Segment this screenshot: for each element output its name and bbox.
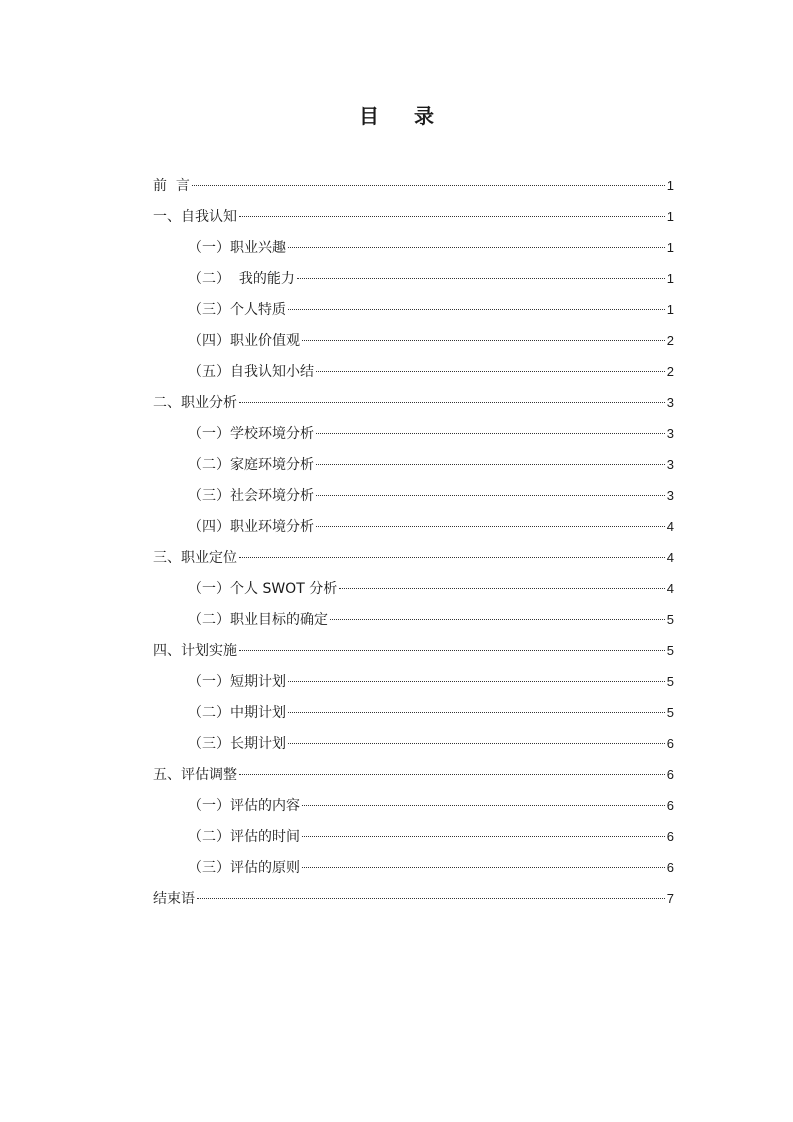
toc-entry-text[interactable]: （一）个人 SWOT 分析 xyxy=(188,581,338,597)
toc-entry-text[interactable]: （四）职业价值观 xyxy=(188,333,300,349)
dot-leader xyxy=(302,867,665,868)
toc-entry-text[interactable]: 三、职业定位 xyxy=(153,550,237,566)
dot-leader xyxy=(239,774,665,775)
toc-entry-career-values[interactable] xyxy=(153,325,674,356)
toc-entry-text[interactable]: 二、职业分析 xyxy=(153,395,237,411)
toc-entry-career-environment[interactable] xyxy=(153,511,674,542)
toc-page-number: 5 xyxy=(666,612,674,627)
toc-entry-conclusion[interactable] xyxy=(153,883,674,914)
toc-entry-evaluation-content[interactable] xyxy=(153,790,674,821)
toc-page-number: 2 xyxy=(666,364,674,379)
dot-leader xyxy=(316,433,665,434)
dot-leader xyxy=(239,402,665,403)
toc-page-number: 1 xyxy=(666,240,674,255)
dot-leader xyxy=(302,340,665,341)
page-title: 目 录 xyxy=(359,104,448,128)
toc-entry-social-environment[interactable] xyxy=(153,480,674,511)
toc-page-number: 3 xyxy=(666,457,674,472)
toc-page-number: 6 xyxy=(666,736,674,751)
toc-entry-self-awareness[interactable] xyxy=(153,201,674,232)
toc-entry-evaluation-principles[interactable] xyxy=(153,852,674,883)
toc-entry-career-goal[interactable] xyxy=(153,604,674,635)
toc-page-number: 1 xyxy=(666,209,674,224)
toc-entry-text[interactable]: （三）评估的原则 xyxy=(188,860,300,876)
dot-leader xyxy=(302,836,665,837)
dot-leader xyxy=(192,185,665,186)
dot-leader xyxy=(239,557,665,558)
dot-leader xyxy=(288,247,665,248)
toc-entry-family-environment[interactable] xyxy=(153,449,674,480)
toc-entry-text[interactable]: 五、评估调整 xyxy=(153,767,237,783)
toc-entry-text[interactable]: （四）职业环境分析 xyxy=(188,519,314,535)
dot-leader xyxy=(339,588,665,589)
toc-entry-text[interactable]: 四、计划实施 xyxy=(153,643,237,659)
dot-leader xyxy=(197,898,665,899)
dot-leader xyxy=(316,464,665,465)
dot-leader xyxy=(288,309,665,310)
toc-entry-text[interactable]: （二）职业目标的确定 xyxy=(188,612,328,628)
table-of-contents xyxy=(153,170,674,914)
dot-leader xyxy=(316,526,665,527)
dot-leader xyxy=(288,743,665,744)
toc-entry-text[interactable]: 前 言 xyxy=(153,178,190,194)
dot-leader xyxy=(302,805,665,806)
dot-leader xyxy=(288,681,665,682)
toc-entry-short-term-plan[interactable] xyxy=(153,666,674,697)
toc-page-number: 1 xyxy=(666,302,674,317)
toc-entry-my-abilities[interactable] xyxy=(153,263,674,294)
toc-entry-text[interactable]: （二）中期计划 xyxy=(188,705,286,721)
toc-entry-text[interactable]: 结束语 xyxy=(153,891,195,907)
toc-page-number: 6 xyxy=(666,860,674,875)
toc-entry-evaluation-adjustment[interactable] xyxy=(153,759,674,790)
dot-leader xyxy=(288,712,665,713)
dot-leader xyxy=(330,619,665,620)
toc-page-number: 4 xyxy=(666,550,674,565)
toc-page-number: 4 xyxy=(666,519,674,534)
toc-entry-text[interactable]: （一）短期计划 xyxy=(188,674,286,690)
toc-entry-text[interactable]: （二） 我的能力 xyxy=(188,271,295,287)
toc-entry-text[interactable]: （五）自我认知小结 xyxy=(188,364,314,380)
toc-entry-long-term-plan[interactable] xyxy=(153,728,674,759)
toc-page-number: 2 xyxy=(666,333,674,348)
toc-page-number: 5 xyxy=(666,643,674,658)
toc-page-number: 1 xyxy=(666,271,674,286)
toc-entry-career-positioning[interactable] xyxy=(153,542,674,573)
toc-entry-text[interactable]: （三）长期计划 xyxy=(188,736,286,752)
toc-entry-text[interactable]: （一）职业兴趣 xyxy=(188,240,286,256)
toc-page-number: 1 xyxy=(666,178,674,193)
toc-entry-text[interactable]: （一）评估的内容 xyxy=(188,798,300,814)
toc-page-number: 6 xyxy=(666,767,674,782)
toc-entry-text[interactable]: （二）家庭环境分析 xyxy=(188,457,314,473)
dot-leader xyxy=(239,216,665,217)
toc-entry-school-environment[interactable] xyxy=(153,418,674,449)
toc-page-number: 6 xyxy=(666,829,674,844)
toc-entry-self-awareness-summary[interactable] xyxy=(153,356,674,387)
toc-entry-evaluation-time[interactable] xyxy=(153,821,674,852)
toc-page-number: 5 xyxy=(666,705,674,720)
toc-entry-text[interactable]: （三）个人特质 xyxy=(188,302,286,318)
toc-entry-text[interactable]: 一、自我认知 xyxy=(153,209,237,225)
toc-page-number: 4 xyxy=(666,581,674,596)
toc-entry-mid-term-plan[interactable] xyxy=(153,697,674,728)
dot-leader xyxy=(316,495,665,496)
dot-leader xyxy=(297,278,665,279)
toc-entry-text[interactable]: （三）社会环境分析 xyxy=(188,488,314,504)
toc-entry-swot-analysis[interactable] xyxy=(153,573,674,604)
dot-leader xyxy=(239,650,665,651)
toc-entry-career-analysis[interactable] xyxy=(153,387,674,418)
toc-page-number: 7 xyxy=(666,891,674,906)
toc-page-number: 3 xyxy=(666,395,674,410)
toc-page-number: 3 xyxy=(666,488,674,503)
toc-entry-career-interest[interactable] xyxy=(153,232,674,263)
toc-page-number: 6 xyxy=(666,798,674,813)
toc-entry-text[interactable]: （一）学校环境分析 xyxy=(188,426,314,442)
toc-entry-personal-traits[interactable] xyxy=(153,294,674,325)
toc-entry-preface[interactable] xyxy=(153,170,674,201)
toc-entry-text[interactable]: （二）评估的时间 xyxy=(188,829,300,845)
dot-leader xyxy=(316,371,665,372)
toc-entry-plan-implementation[interactable] xyxy=(153,635,674,666)
toc-page-number: 5 xyxy=(666,674,674,689)
toc-page-number: 3 xyxy=(666,426,674,441)
